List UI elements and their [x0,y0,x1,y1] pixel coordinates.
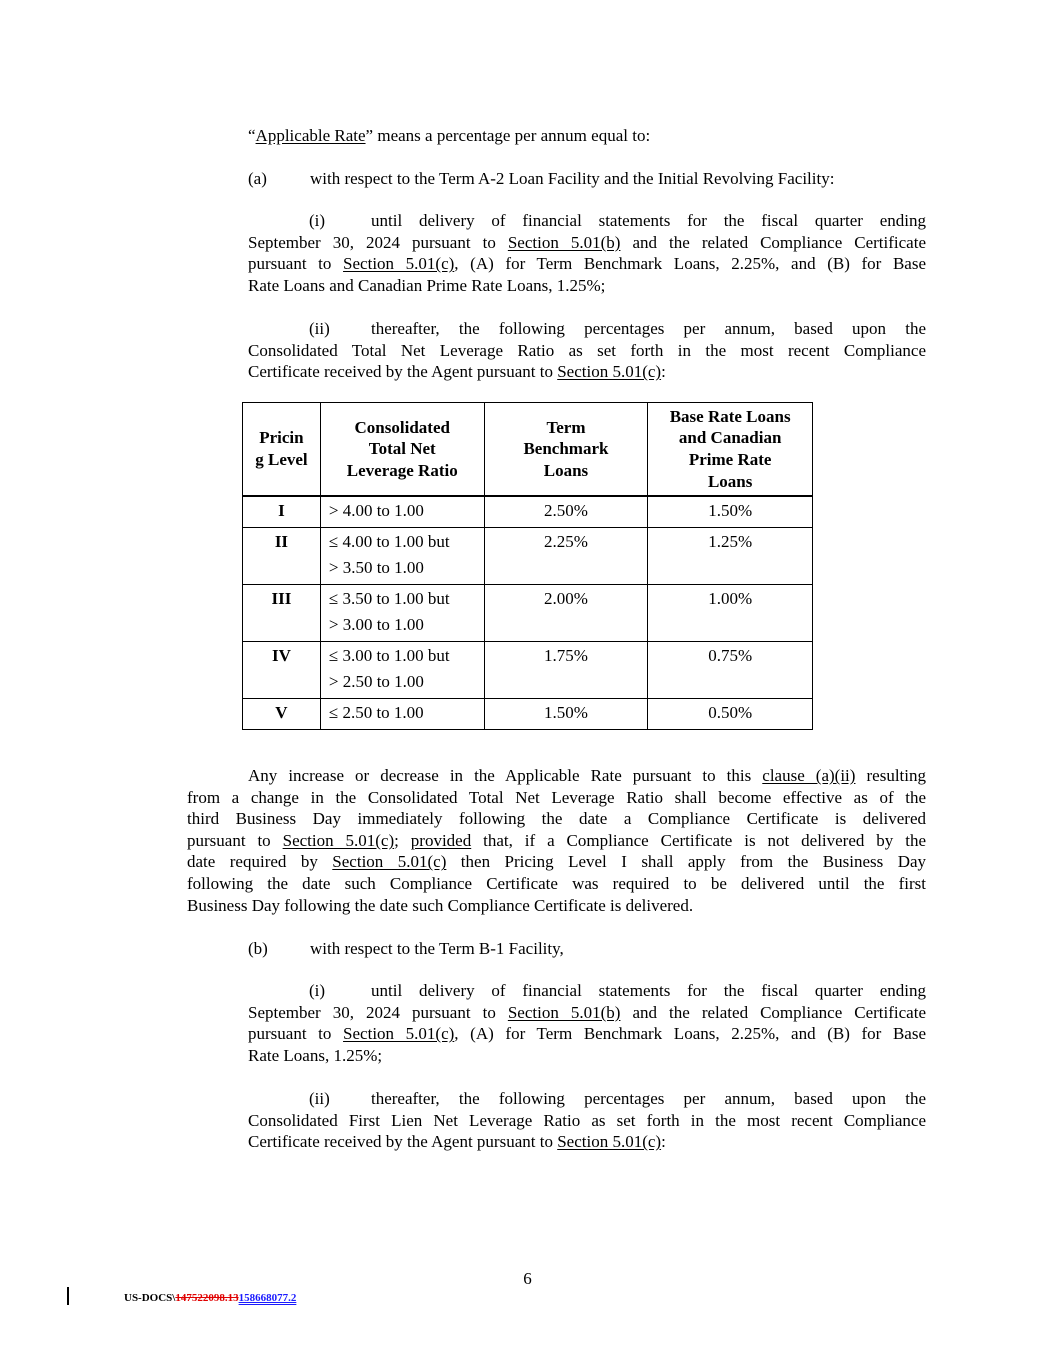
table-header-row [243,403,813,497]
term-benchmark-cell: 2.50% [484,496,648,528]
header-pricing-level: Pricin g Level [243,403,321,497]
section-5-01-c-ref: Section 5.01(c) [343,254,455,274]
leverage-ratio-cell: ≤ 2.50 to 1.00 [320,699,484,730]
clause-b [248,938,564,960]
pricing-level-cell: II [243,528,321,585]
leverage-ratio-cell: > 4.00 to 1.00 [320,496,484,528]
table-row [243,496,813,528]
table-row [243,642,813,699]
term-benchmark-cell: 1.50% [484,699,648,730]
pricing-level-cell: V [243,699,321,730]
leverage-ratio-cell: ≤ 4.00 to 1.00 but > 3.50 to 1.00 [320,528,484,585]
clause-a-ii-ref: clause (a)(ii) [762,766,856,785]
header-base-rate: Base Rate Loans and Canadian Prime Rate Loans [648,403,813,497]
section-5-01-c-ref: Section 5.01(c) [343,1024,455,1044]
section-5-01-c-ref: Section 5.01(c) [557,1132,662,1152]
base-rate-cell: 0.50% [648,699,813,730]
leverage-ratio-cell: ≤ 3.00 to 1.00 but > 2.50 to 1.00 [320,642,484,699]
page-number: 6 [523,1269,532,1288]
term-benchmark-cell: 1.75% [484,642,648,699]
term-benchmark-cell: 2.25% [484,528,648,585]
pricing-level-cell: IV [243,642,321,699]
increase-decrease-paragraph: Any increase or decrease in the Applicable Rate pursuant to this clause (a)(ii) resulting from a change in the Consolidated Total Net Leverage Ratio shall become effective as of the third Business Day immediately following the date a Compliance Certificate is delivered pursuant to Section 5.01(c); provided that, if a Compliance Certificate is not delivered by the date required by Section 5.01(c) then Pricing Level I shall apply from the Business Day following the date such Compliance Certificate was required to be delivered until the first Business Day following the date such Compliance Certificate is delivered. [187,766,927,915]
clause-b-i: (i) until delivery of financial statements for the fiscal quarter ending September 30, 2024 pursuant to Section 5.01(b) and the related Compliance Certificate pursuant to Section 5.01(c), (A) for Term Benchmark Loans, 2.25%, and (B) for Base Rate Loans, 1.25%; [248,981,927,1065]
base-rate-cell: 1.25% [648,528,813,585]
section-5-01-b-ref: Section 5.01(b) [507,232,621,252]
header-term-benchmark: Term Benchmark Loans [484,403,648,497]
definition-heading: “Applicable Rate” means a percentage per annum equal to: [248,126,651,145]
clause-b-ii: (ii) thereafter, the following percentages per annum, based upon the Consolidated First Lien Net Leverage Ratio as set forth in the most recent Compliance Certificate received by the Agent pursuant to Section 5.01(c): [248,1089,926,1152]
header-leverage-ratio: Consolidated Total Net Leverage Ratio [320,403,484,497]
base-rate-cell: 1.00% [648,585,813,642]
section-5-01-c-ref: Section 5.01(c) [557,362,662,382]
base-rate-cell: 0.75% [648,642,813,699]
clause-b-text: with respect to the Term B-1 Facility, [310,939,564,958]
table-row [243,585,813,642]
section-5-01-b-ref: Section 5.01(b) [507,1002,621,1022]
leverage-ratio-cell: ≤ 3.50 to 1.00 but > 3.00 to 1.00 [320,585,484,642]
pricing-level-cell: III [243,585,321,642]
inserted-doc-number: 158668077.2 [238,1292,297,1304]
provided-term: provided [410,830,472,850]
clause-b-marker: (b) [248,939,268,958]
defined-term: Applicable Rate [255,126,366,145]
clause-a-ii: (ii) thereafter, the following percentages per annum, based upon the Consolidated Total Net Leverage Ratio as set forth in the most recent Compliance Certificate received by the Agent pursuant to Section 5.01(c): [248,319,926,382]
document-id-footer: US-DOCS\147522098.13158668077.2 [124,1292,297,1304]
base-rate-cell: 1.50% [648,496,813,528]
pricing-level-cell: I [243,496,321,528]
section-5-01-c-ref: Section 5.01(c) [332,852,447,872]
term-benchmark-cell: 2.00% [484,585,648,642]
table-row [243,528,813,585]
change-bar [67,1287,69,1305]
deleted-doc-number: 147522098.13 [175,1292,239,1304]
clause-a-marker: (a) [248,169,267,188]
table-row [243,699,813,730]
clause-a-text: with respect to the Term A-2 Loan Facility and the Initial Revolving Facility: [310,169,835,188]
section-5-01-c-ref: Section 5.01(c) [282,830,395,850]
clause-a-i: (i) until delivery of financial statements for the fiscal quarter ending September 30, 2024 pursuant to Section 5.01(b) and the related Compliance Certificate pursuant to Section 5.01(c), (A) for Term Benchmark Loans, 2.25%, and (B) for Base Rate Loans and Canadian Prime Rate Loans, 1.25%; [248,211,927,295]
pricing-grid-table [242,402,813,730]
clause-a [248,168,834,190]
